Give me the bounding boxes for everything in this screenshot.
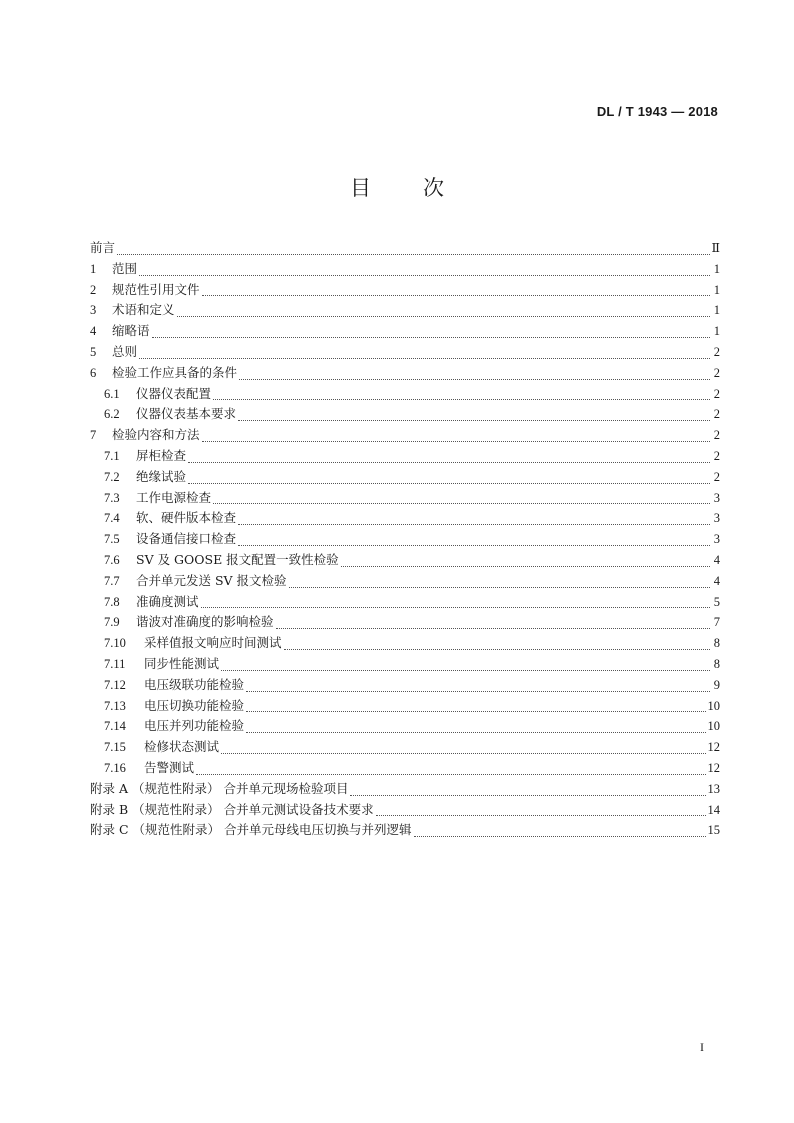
toc-entry-title: 软、硬件版本检查 xyxy=(136,510,237,526)
toc-entry-page: 4 xyxy=(713,573,720,588)
toc-entry-title: 术语和定义 xyxy=(112,302,175,318)
toc-entry-title: 采样值报文响应时间测试 xyxy=(144,635,282,651)
toc-entry[interactable] xyxy=(90,259,720,280)
toc-dot-leader xyxy=(196,773,705,775)
toc-entry[interactable] xyxy=(90,571,720,592)
toc-entry-title: 附录 B （规范性附录） 合并单元测试设备技术要求 xyxy=(90,801,374,817)
toc-entry-title: 电压并列功能检验 xyxy=(144,718,245,734)
title-char-1: 目 xyxy=(350,176,371,200)
toc-entry-title: 谐波对准确度的影响检验 xyxy=(136,614,274,630)
toc-entry-title: 屏柜检查 xyxy=(136,447,187,463)
title-char-2: 次 xyxy=(423,176,444,200)
toc-entry-page: 2 xyxy=(713,386,720,401)
toc-dot-leader xyxy=(177,315,710,317)
toc-entry-number: 7.16 xyxy=(104,760,126,775)
toc-entry-number: 4 xyxy=(90,324,97,339)
toc-dot-leader xyxy=(284,648,710,650)
toc-entry-page: 3 xyxy=(713,490,720,505)
table-of-contents xyxy=(90,238,720,841)
toc-entry-page: 1 xyxy=(713,261,720,276)
toc-entry-page: 14 xyxy=(707,802,720,817)
toc-entry-page: 2 xyxy=(713,469,720,484)
toc-dot-leader xyxy=(139,274,710,276)
toc-entry-page: 8 xyxy=(713,656,720,671)
toc-entry-number: 7.4 xyxy=(104,511,120,526)
toc-entry-page: 2 xyxy=(713,365,720,380)
toc-dot-leader xyxy=(213,502,710,504)
toc-entry-title: 电压切换功能检验 xyxy=(144,697,245,713)
page-title xyxy=(0,172,794,202)
toc-entry-title: 工作电源检查 xyxy=(136,489,212,505)
toc-entry-number: 7.13 xyxy=(104,698,126,713)
toc-entry[interactable] xyxy=(90,820,720,841)
toc-entry-page: 10 xyxy=(707,698,720,713)
toc-entry[interactable] xyxy=(90,363,720,384)
toc-entry[interactable] xyxy=(90,425,720,446)
toc-entry-number: 6.1 xyxy=(104,386,120,401)
toc-entry-title: 前言 xyxy=(90,240,116,255)
toc-entry[interactable] xyxy=(90,779,720,800)
toc-entry-page: 2 xyxy=(713,344,720,359)
toc-entry[interactable] xyxy=(90,321,720,342)
toc-entry-page: 1 xyxy=(713,303,720,318)
toc-entry-number: 7.2 xyxy=(104,469,120,484)
toc-entry-title: SV 及 GOOSE 报文配置一致性检验 xyxy=(136,551,339,567)
toc-dot-leader xyxy=(246,710,705,712)
toc-dot-leader xyxy=(239,378,710,380)
toc-entry-page: 2 xyxy=(713,407,720,422)
toc-dot-leader xyxy=(376,814,706,816)
toc-entry[interactable] xyxy=(90,529,720,550)
toc-entry-title: 规范性引用文件 xyxy=(112,281,200,297)
toc-dot-leader xyxy=(350,794,705,796)
toc-entry-page: 12 xyxy=(707,740,720,755)
toc-entry-page: 3 xyxy=(713,532,720,547)
standard-code: DL / T 1943 — 2018 xyxy=(596,104,718,119)
toc-entry[interactable] xyxy=(90,696,720,717)
toc-entry[interactable] xyxy=(90,508,720,529)
toc-entry-number: 7.15 xyxy=(104,740,126,755)
toc-entry-page: 7 xyxy=(713,615,720,630)
toc-entry-number: 7.5 xyxy=(104,532,120,547)
toc-entry-title: 总则 xyxy=(112,343,138,359)
toc-entry-title: 绝缘试验 xyxy=(136,468,187,484)
toc-entry-number: 7.11 xyxy=(104,656,126,671)
toc-entry[interactable] xyxy=(90,633,720,654)
toc-dot-leader xyxy=(246,690,710,692)
toc-entry[interactable] xyxy=(90,654,720,675)
toc-dot-leader xyxy=(152,336,710,338)
toc-entry[interactable] xyxy=(90,675,720,696)
toc-entry-number: 6 xyxy=(90,365,97,380)
toc-dot-leader xyxy=(341,565,710,567)
toc-entry-number: 7.8 xyxy=(104,594,120,609)
toc-entry-page: 4 xyxy=(713,552,720,567)
toc-dot-leader xyxy=(188,482,710,484)
toc-entry-page: 2 xyxy=(713,448,720,463)
toc-entry-number: 5 xyxy=(90,344,97,359)
toc-entry-title: 仪器仪表基本要求 xyxy=(136,406,237,422)
toc-dot-leader xyxy=(202,294,710,296)
toc-entry-title: 准确度测试 xyxy=(136,593,199,609)
toc-dot-leader xyxy=(246,731,705,733)
toc-dot-leader xyxy=(276,627,710,629)
toc-entry-title: 检验工作应具备的条件 xyxy=(112,364,238,380)
toc-entry-page: 5 xyxy=(713,594,720,609)
toc-dot-leader xyxy=(221,669,710,671)
toc-entry[interactable] xyxy=(90,238,720,259)
toc-entry[interactable] xyxy=(90,737,720,758)
toc-entry-number: 7.10 xyxy=(104,636,126,651)
toc-dot-leader xyxy=(188,461,710,463)
toc-dot-leader xyxy=(238,523,710,525)
toc-entry-number: 7.1 xyxy=(104,448,120,463)
toc-entry[interactable] xyxy=(90,446,720,467)
toc-entry-title: 附录 C （规范性附录） 合并单元母线电压切换与并列逻辑 xyxy=(90,822,412,838)
toc-entry-page: 13 xyxy=(707,781,720,796)
toc-entry-title: 设备通信接口检查 xyxy=(136,531,237,547)
toc-entry-title: 检验内容和方法 xyxy=(112,427,200,443)
toc-entry-number: 7.14 xyxy=(104,719,126,734)
toc-entry-number: 3 xyxy=(90,303,97,318)
toc-entry-number: 7.12 xyxy=(104,677,126,692)
toc-entry[interactable] xyxy=(90,800,720,821)
toc-dot-leader xyxy=(202,440,710,442)
toc-entry-page: 12 xyxy=(707,760,720,775)
toc-entry-number: 2 xyxy=(90,282,97,297)
toc-entry[interactable] xyxy=(90,716,720,737)
toc-entry-page: 1 xyxy=(713,324,720,339)
toc-entry[interactable] xyxy=(90,384,720,405)
toc-entry-page: 1 xyxy=(713,282,720,297)
toc-entry-title: 电压级联功能检验 xyxy=(144,676,245,692)
toc-entry-title: 检修状态测试 xyxy=(144,739,220,755)
toc-entry[interactable] xyxy=(90,300,720,321)
toc-entry-page: 8 xyxy=(713,636,720,651)
toc-entry-title: 告警测试 xyxy=(144,759,195,775)
toc-entry-title: 同步性能测试 xyxy=(144,655,220,671)
toc-entry[interactable] xyxy=(90,342,720,363)
toc-entry-number: 7 xyxy=(90,428,97,443)
toc-entry-title: 仪器仪表配置 xyxy=(136,385,212,401)
toc-entry[interactable] xyxy=(90,612,720,633)
toc-entry-number: 7.6 xyxy=(104,552,120,567)
toc-entry-title: 缩略语 xyxy=(112,323,150,339)
toc-entry-title: 附录 A （规范性附录） 合并单元现场检验项目 xyxy=(90,780,349,796)
toc-dot-leader xyxy=(414,835,706,837)
toc-entry[interactable] xyxy=(90,488,720,509)
toc-entry-number: 6.2 xyxy=(104,407,120,422)
toc-dot-leader xyxy=(117,253,709,255)
toc-entry[interactable] xyxy=(90,467,720,488)
toc-entry-number: 7.7 xyxy=(104,573,120,588)
toc-entry-number: 7.9 xyxy=(104,615,120,630)
toc-entry[interactable] xyxy=(90,758,720,779)
toc-entry-number: 7.3 xyxy=(104,490,120,505)
toc-entry[interactable] xyxy=(90,550,720,571)
toc-entry[interactable] xyxy=(90,404,720,425)
toc-dot-leader xyxy=(201,606,710,608)
toc-dot-leader xyxy=(238,419,710,421)
toc-dot-leader xyxy=(221,752,705,754)
toc-entry-page: 9 xyxy=(713,677,720,692)
toc-dot-leader xyxy=(139,357,710,359)
toc-entry-title: 范围 xyxy=(112,260,138,276)
toc-entry-title: 合并单元发送 SV 报文检验 xyxy=(136,572,287,588)
toc-entry-page: Ⅱ xyxy=(711,241,720,255)
toc-entry[interactable] xyxy=(90,592,720,613)
toc-dot-leader xyxy=(289,586,710,588)
toc-entry-page: 2 xyxy=(713,428,720,443)
toc-entry-number: 1 xyxy=(90,261,97,276)
toc-dot-leader xyxy=(213,398,710,400)
toc-entry[interactable] xyxy=(90,280,720,301)
page-number: I xyxy=(700,1040,704,1054)
toc-entry-page: 3 xyxy=(713,511,720,526)
toc-entry-page: 10 xyxy=(707,719,720,734)
toc-dot-leader xyxy=(238,544,710,546)
toc-entry-page: 15 xyxy=(707,823,720,838)
